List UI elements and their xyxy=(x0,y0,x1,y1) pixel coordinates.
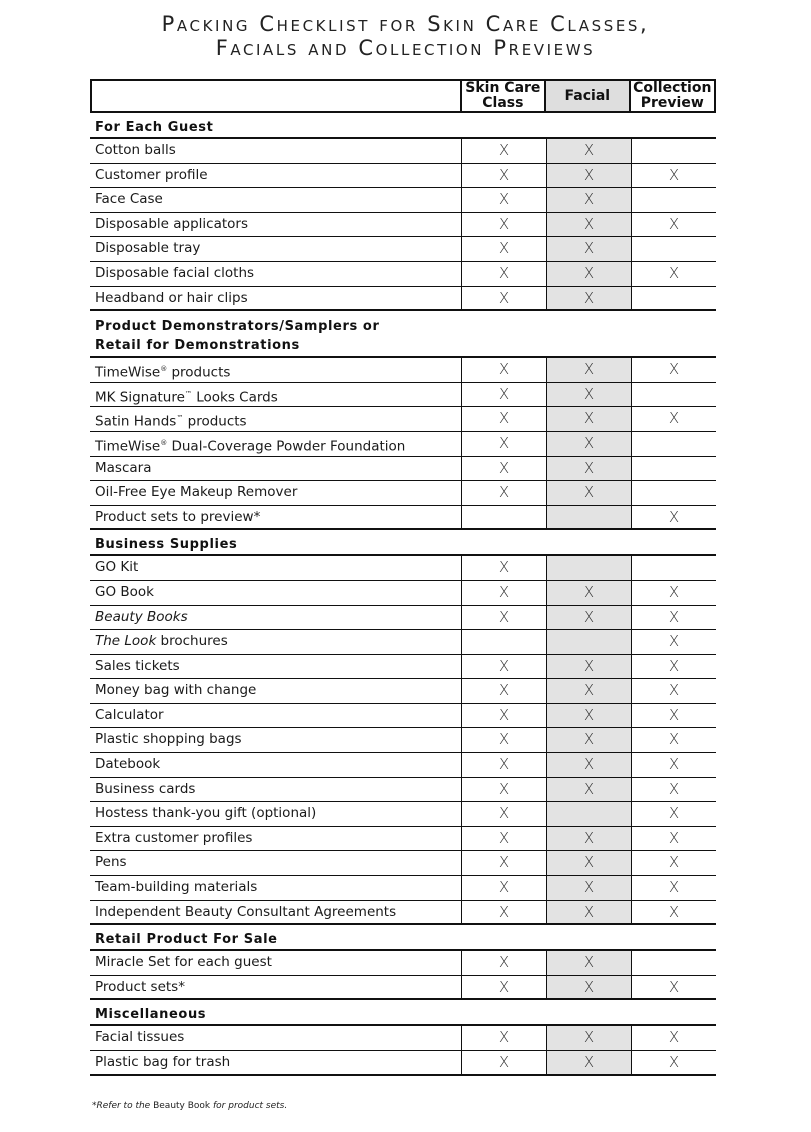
skin-care-class-cell xyxy=(462,139,547,163)
facial-cell xyxy=(547,164,632,188)
title-line-2: Facials and Collection Previews xyxy=(215,36,596,60)
table-row xyxy=(90,778,716,803)
table-row xyxy=(90,139,716,164)
collection-preview-cell xyxy=(632,679,716,703)
collection-preview-cell xyxy=(632,901,716,924)
collection-preview-cell xyxy=(632,188,716,212)
item-label: Extra customer profiles xyxy=(90,827,462,851)
skin-care-class-cell xyxy=(462,457,547,481)
facial-cell xyxy=(547,213,632,237)
table-row xyxy=(90,1051,716,1076)
table-row xyxy=(90,506,716,531)
check-mark: X xyxy=(668,730,680,749)
facial-cell xyxy=(547,1051,632,1074)
collection-preview-cell xyxy=(632,704,716,728)
check-mark: X xyxy=(668,804,680,823)
facial-cell xyxy=(547,976,632,999)
facial-cell xyxy=(547,432,632,456)
trademark-symbol: ™ xyxy=(176,414,184,423)
footnote: *Refer to the Beauty Book for product sets. xyxy=(92,1101,288,1111)
collection-preview-cell xyxy=(632,728,716,752)
check-mark: X xyxy=(583,755,595,774)
facial-cell xyxy=(547,358,632,382)
item-label: Team-building materials xyxy=(90,876,462,900)
item-label: Oil-Free Eye Makeup Remover xyxy=(90,481,462,505)
skin-care-class-cell xyxy=(462,1026,547,1050)
table-row xyxy=(90,901,716,926)
collection-preview-cell xyxy=(632,213,716,237)
item-label: Calculator xyxy=(90,704,462,728)
check-mark: X xyxy=(668,1053,680,1071)
skin-care-class-cell xyxy=(462,262,547,286)
table-row xyxy=(90,556,716,581)
table-row xyxy=(90,606,716,631)
item-label: Customer profile xyxy=(90,164,462,188)
section-title xyxy=(90,113,716,139)
table-row xyxy=(90,728,716,753)
skin-care-class-cell xyxy=(462,506,547,529)
checklist-table xyxy=(90,79,716,1076)
item-label: Headband or hair clips xyxy=(90,287,462,310)
collection-preview-cell xyxy=(632,778,716,802)
check-mark: X xyxy=(583,779,595,798)
collection-preview-cell xyxy=(632,802,716,826)
collection-preview-cell xyxy=(632,262,716,286)
check-mark: X xyxy=(498,853,510,872)
check-mark: X xyxy=(668,977,680,996)
check-mark: X xyxy=(668,165,680,184)
item-label: Plastic bag for trash xyxy=(90,1051,462,1074)
skin-care-class-cell xyxy=(462,188,547,212)
check-mark: X xyxy=(498,1028,510,1047)
table-row xyxy=(90,432,716,457)
check-mark: X xyxy=(498,1053,510,1071)
check-mark: X xyxy=(498,656,510,675)
table-row xyxy=(90,630,716,655)
skin-care-class-cell xyxy=(462,630,547,654)
check-mark: X xyxy=(668,705,680,724)
skin-care-class-cell xyxy=(462,976,547,999)
facial-cell xyxy=(547,383,632,407)
item-label: Satin Hands™ products xyxy=(90,407,462,431)
item-label: Business cards xyxy=(90,778,462,802)
check-mark: X xyxy=(668,878,680,897)
check-mark: X xyxy=(583,288,595,307)
check-mark: X xyxy=(498,804,510,823)
check-mark: X xyxy=(668,214,680,233)
item-label: The Look brochures xyxy=(90,630,462,654)
table-row xyxy=(90,262,716,287)
collection-preview-cell xyxy=(632,237,716,261)
item-label: Hostess thank-you gift (optional) xyxy=(90,802,462,826)
item-label: Disposable applicators xyxy=(90,213,462,237)
collection-preview-cell xyxy=(632,432,716,456)
check-mark: X xyxy=(498,483,510,502)
table-row xyxy=(90,827,716,852)
check-mark: X xyxy=(668,828,680,847)
skin-care-class-cell xyxy=(462,802,547,826)
skin-care-class-cell xyxy=(462,287,547,310)
skin-care-class-cell xyxy=(462,606,547,630)
facial-cell xyxy=(547,457,632,481)
table-header xyxy=(90,79,716,113)
check-mark: X xyxy=(498,288,510,307)
table-row xyxy=(90,753,716,778)
collection-preview-cell xyxy=(632,827,716,851)
check-mark: X xyxy=(583,681,595,700)
section-title-line: Retail for Demonstrations xyxy=(95,338,300,354)
item-label: Miracle Set for each guest xyxy=(90,951,462,975)
facial-cell xyxy=(547,237,632,261)
item-label: Cotton balls xyxy=(90,139,462,163)
table-row xyxy=(90,655,716,680)
check-mark: X xyxy=(668,779,680,798)
collection-preview-cell xyxy=(632,383,716,407)
check-mark: X xyxy=(583,263,595,282)
skin-care-class-cell xyxy=(462,827,547,851)
item-label: Product sets to preview* xyxy=(90,506,462,529)
check-mark: X xyxy=(583,384,595,403)
collection-preview-cell xyxy=(632,1051,716,1074)
skin-care-class-cell xyxy=(462,358,547,382)
check-mark: X xyxy=(668,360,680,379)
facial-cell xyxy=(547,481,632,505)
skin-care-class-cell xyxy=(462,213,547,237)
facial-cell xyxy=(547,876,632,900)
facial-cell xyxy=(547,802,632,826)
check-mark: X xyxy=(583,656,595,675)
collection-preview-cell xyxy=(632,951,716,975)
check-mark: X xyxy=(498,902,510,921)
table-row xyxy=(90,457,716,482)
item-label: Money bag with change xyxy=(90,679,462,703)
check-mark: X xyxy=(498,214,510,233)
table-body xyxy=(90,113,716,1076)
skin-care-class-cell xyxy=(462,704,547,728)
table-row xyxy=(90,287,716,312)
facial-cell xyxy=(547,139,632,163)
collection-preview-cell xyxy=(632,164,716,188)
facial-cell xyxy=(547,728,632,752)
section-title-line: Retail Product For Sale xyxy=(95,932,278,948)
check-mark: X xyxy=(498,681,510,700)
collection-preview-cell xyxy=(632,1026,716,1050)
facial-cell xyxy=(547,188,632,212)
collection-preview-cell xyxy=(632,358,716,382)
item-label: GO Kit xyxy=(90,556,462,580)
facial-cell xyxy=(547,753,632,777)
skin-care-class-cell xyxy=(462,383,547,407)
check-mark: X xyxy=(498,458,510,477)
check-mark: X xyxy=(498,263,510,282)
facial-cell xyxy=(547,679,632,703)
check-mark: X xyxy=(583,483,595,502)
check-mark: X xyxy=(583,360,595,379)
check-mark: X xyxy=(498,977,510,996)
section-title xyxy=(90,925,716,951)
collection-preview-cell xyxy=(632,556,716,580)
facial-cell xyxy=(547,704,632,728)
facial-cell xyxy=(547,581,632,605)
check-mark: X xyxy=(668,263,680,282)
item-label: Pens xyxy=(90,851,462,875)
item-label: Plastic shopping bags xyxy=(90,728,462,752)
section-title-line: Business Supplies xyxy=(95,537,238,553)
check-mark: X xyxy=(498,141,510,159)
trademark-symbol: ® xyxy=(160,438,168,447)
header-item-column xyxy=(92,81,462,111)
skin-care-class-cell xyxy=(462,237,547,261)
collection-preview-cell xyxy=(632,581,716,605)
facial-cell xyxy=(547,630,632,654)
collection-preview-cell xyxy=(632,976,716,999)
skin-care-class-cell xyxy=(462,728,547,752)
check-mark: X xyxy=(583,214,595,233)
table-row xyxy=(90,237,716,262)
facial-cell xyxy=(547,1026,632,1050)
table-row xyxy=(90,164,716,189)
check-mark: X xyxy=(583,582,595,601)
table-row xyxy=(90,188,716,213)
check-mark: X xyxy=(583,190,595,209)
check-mark: X xyxy=(583,977,595,996)
facial-cell xyxy=(547,556,632,580)
check-mark: X xyxy=(583,902,595,921)
table-row xyxy=(90,704,716,729)
facial-cell xyxy=(547,851,632,875)
check-mark: X xyxy=(583,433,595,452)
check-mark: X xyxy=(583,607,595,626)
check-mark: X xyxy=(668,681,680,700)
skin-care-class-cell xyxy=(462,164,547,188)
item-label: Product sets* xyxy=(90,976,462,999)
check-mark: X xyxy=(583,853,595,872)
check-mark: X xyxy=(668,902,680,921)
collection-preview-cell xyxy=(632,753,716,777)
check-mark: X xyxy=(498,409,510,428)
section-title-line: For Each Guest xyxy=(95,120,214,135)
skin-care-class-cell xyxy=(462,481,547,505)
table-row xyxy=(90,407,716,432)
facial-cell xyxy=(547,827,632,851)
item-label: Face Case xyxy=(90,188,462,212)
table-row xyxy=(90,213,716,238)
collection-preview-cell xyxy=(632,457,716,481)
item-label: Beauty Books xyxy=(90,606,462,630)
collection-preview-cell xyxy=(632,876,716,900)
facial-cell xyxy=(547,287,632,310)
check-mark: X xyxy=(583,165,595,184)
item-label: TimeWise® products xyxy=(90,358,462,382)
item-label: GO Book xyxy=(90,581,462,605)
collection-preview-cell xyxy=(632,506,716,529)
facial-cell xyxy=(547,778,632,802)
table-row xyxy=(90,481,716,506)
check-mark: X xyxy=(498,558,510,577)
check-mark: X xyxy=(583,141,595,159)
skin-care-class-cell xyxy=(462,407,547,431)
facial-cell xyxy=(547,951,632,975)
collection-preview-cell xyxy=(632,851,716,875)
check-mark: X xyxy=(583,730,595,749)
check-mark: X xyxy=(498,190,510,209)
check-mark: X xyxy=(668,755,680,774)
header-facial: Facial xyxy=(546,81,630,111)
table-row xyxy=(90,581,716,606)
item-label: Disposable tray xyxy=(90,237,462,261)
skin-care-class-cell xyxy=(462,851,547,875)
facial-cell xyxy=(547,262,632,286)
check-mark: X xyxy=(583,458,595,477)
table-row xyxy=(90,802,716,827)
section-title-line: Product Demonstrators/Samplers or xyxy=(95,319,380,335)
section-title-line: Miscellaneous xyxy=(95,1007,207,1023)
item-label: Independent Beauty Consultant Agreements xyxy=(90,901,462,924)
table-row xyxy=(90,358,716,383)
skin-care-class-cell xyxy=(462,432,547,456)
header-skin-care-class: Skin Care Class xyxy=(462,81,546,111)
check-mark: X xyxy=(668,632,680,651)
check-mark: X xyxy=(498,433,510,452)
table-row xyxy=(90,976,716,1001)
collection-preview-cell xyxy=(632,606,716,630)
skin-care-class-cell xyxy=(462,581,547,605)
check-mark: X xyxy=(668,853,680,872)
section-title xyxy=(90,1000,716,1026)
check-mark: X xyxy=(668,607,680,626)
table-row xyxy=(90,1026,716,1051)
skin-care-class-cell xyxy=(462,1051,547,1074)
item-label: Facial tissues xyxy=(90,1026,462,1050)
check-mark: X xyxy=(498,384,510,403)
table-row xyxy=(90,383,716,408)
item-label: Datebook xyxy=(90,753,462,777)
check-mark: X xyxy=(668,1028,680,1047)
title-line-1: Packing Checklist for Skin Care Classes, xyxy=(161,12,650,36)
facial-cell xyxy=(547,606,632,630)
check-mark: X xyxy=(498,582,510,601)
check-mark: X xyxy=(583,828,595,847)
header-collection-preview: Collection Preview xyxy=(633,80,712,111)
table-row xyxy=(90,679,716,704)
check-mark: X xyxy=(498,730,510,749)
italic-title: The Look xyxy=(95,633,157,650)
skin-care-class-cell xyxy=(462,679,547,703)
check-mark: X xyxy=(583,878,595,897)
check-mark: X xyxy=(668,582,680,601)
item-label: TimeWise® Dual-Coverage Powder Foundation xyxy=(90,432,462,456)
table-row xyxy=(90,876,716,901)
collection-preview-cell xyxy=(632,630,716,654)
check-mark: X xyxy=(498,878,510,897)
check-mark: X xyxy=(498,239,510,258)
skin-care-class-cell xyxy=(462,951,547,975)
skin-care-class-cell xyxy=(462,876,547,900)
skin-care-class-cell xyxy=(462,556,547,580)
check-mark: X xyxy=(498,607,510,626)
check-mark: X xyxy=(668,507,680,526)
facial-cell xyxy=(547,407,632,431)
skin-care-class-cell xyxy=(462,778,547,802)
check-mark: X xyxy=(583,1028,595,1047)
check-mark: X xyxy=(583,239,595,258)
check-mark: X xyxy=(583,705,595,724)
check-mark: X xyxy=(583,1053,595,1071)
check-mark: X xyxy=(498,953,510,972)
page-title xyxy=(0,12,811,60)
section-title xyxy=(90,530,716,556)
trademark-symbol: ® xyxy=(160,365,168,374)
facial-cell xyxy=(547,506,632,529)
skin-care-class-cell xyxy=(462,901,547,924)
item-label: Mascara xyxy=(90,457,462,481)
skin-care-class-cell xyxy=(462,753,547,777)
check-mark: X xyxy=(498,165,510,184)
trademark-symbol: ™ xyxy=(184,389,192,398)
skin-care-class-cell xyxy=(462,655,547,679)
facial-cell xyxy=(547,655,632,679)
check-mark: X xyxy=(668,409,680,428)
collection-preview-cell xyxy=(632,655,716,679)
check-mark: X xyxy=(583,409,595,428)
check-mark: X xyxy=(498,705,510,724)
item-label: MK Signature™ Looks Cards xyxy=(90,383,462,407)
collection-preview-cell xyxy=(632,287,716,310)
check-mark: X xyxy=(498,828,510,847)
item-label: Disposable facial cloths xyxy=(90,262,462,286)
check-mark: X xyxy=(498,360,510,379)
table-row xyxy=(90,851,716,876)
collection-preview-cell xyxy=(632,407,716,431)
check-mark: X xyxy=(668,656,680,675)
item-label: Sales tickets xyxy=(90,655,462,679)
facial-cell xyxy=(547,901,632,924)
check-mark: X xyxy=(583,953,595,972)
check-mark: X xyxy=(498,779,510,798)
collection-preview-cell xyxy=(632,481,716,505)
check-mark: X xyxy=(498,755,510,774)
collection-preview-cell xyxy=(632,139,716,163)
section-title xyxy=(90,311,716,358)
table-row xyxy=(90,951,716,976)
